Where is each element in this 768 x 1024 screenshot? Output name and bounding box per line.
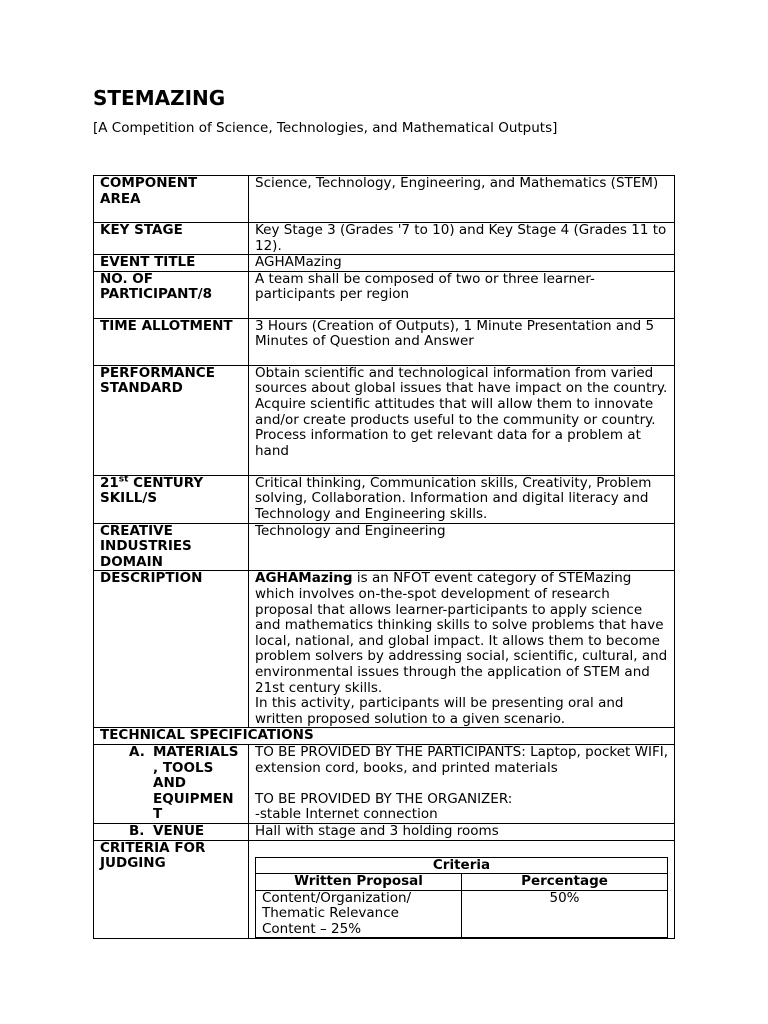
performance-standard-value — [249, 365, 675, 475]
performance-standard-line1: Obtain scientific and technological information from varied sources about global issues that have impact on the country. — [255, 364, 668, 397]
description-bold-lead: AGHAMazing — [255, 570, 353, 587]
description-paragraph-2: In this activity, participants will be presenting oral and written proposed solution to a given scenario. — [255, 695, 624, 727]
century-skills-label-sup: st — [118, 474, 129, 485]
criteria-title: Criteria — [256, 857, 668, 874]
creative-industries-label: CREATIVE INDUSTRIES DOMAIN — [94, 523, 249, 571]
component-area-label: COMPONENT AREA — [94, 176, 249, 223]
performance-standard-label: PERFORMANCE STANDARD — [94, 365, 249, 475]
description-text-1: is an NFOT event category of STEMazing which involves on-the-spot development of research proposal that allows learner-participants to apply science and mathematics thinking skills to solve problems that have local, national, and global impact. It allows them to become problem solvers by addressing social, scientific, cultural, and environmental issues through the application of STEM and 21st century skills. — [255, 570, 668, 696]
time-allotment-value: 3 Hours (Creation of Outputs), 1 Minute Presentation and 5 Minutes of Question and Answer — [249, 318, 675, 365]
description-label: DESCRIPTION — [94, 571, 249, 728]
criteria-label: CRITERIA FOR JUDGING — [94, 840, 249, 939]
criteria-col-written-proposal: Written Proposal — [256, 874, 462, 891]
criteria-header-row — [256, 874, 668, 891]
row-criteria — [94, 840, 675, 939]
row-performance-standard — [94, 365, 675, 475]
materials-spacer — [255, 776, 668, 792]
row-component-area — [94, 176, 675, 223]
row-materials — [94, 744, 675, 823]
technical-specifications-heading: TECHNICAL SPECIFICATIONS — [94, 728, 675, 745]
participants-value: A team shall be composed of two or three learner-participants per region — [249, 271, 675, 318]
document-subtitle: [A Competition of Science, Technologies, and Mathematical Outputs] — [93, 120, 558, 136]
document-title: STEMAZING — [93, 86, 226, 110]
criteria-row-content — [256, 890, 668, 938]
description-value — [249, 571, 675, 728]
venue-label-text: VENUE — [153, 822, 205, 839]
component-area-value: Science, Technology, Engineering, and Mathematics (STEM) — [249, 176, 675, 223]
performance-standard-line2: Acquire scientific attitudes that will allow them to innovate and/or create products useful to the community or country. Process information to get relevant data for a problem at hand — [255, 395, 656, 459]
venue-label — [100, 824, 242, 840]
century-skills-value: Critical thinking, Communication skills, Creativity, Problem solving, Collaboration. Information and digital literacy and Technology and Engineering skills. — [249, 475, 675, 523]
venue-value: Hall with stage and 3 holding rooms — [249, 823, 675, 840]
materials-letter: A. — [129, 743, 145, 760]
venue-label-cell — [94, 823, 249, 840]
row-venue — [94, 823, 675, 840]
row-description — [94, 571, 675, 728]
materials-participants: TO BE PROVIDED BY THE PARTICIPANTS: Laptop, pocket WIFI, extension cord, books, and printed materials — [255, 743, 668, 776]
criteria-row-content-line3: Content – 25% — [262, 920, 362, 937]
criteria-table — [255, 857, 668, 939]
key-stage-label: KEY STAGE — [94, 223, 249, 255]
row-creative-industries — [94, 523, 675, 571]
materials-label-text: MATERIALS , TOOLS AND EQUIPMEN T — [153, 743, 239, 823]
criteria-row-content-line1: Content/Organization/ — [262, 889, 412, 906]
materials-organizer-item: -stable Internet connection — [255, 806, 438, 823]
century-skills-label-rest: CENTURY SKILL/S — [100, 474, 204, 507]
row-event-title — [94, 255, 675, 272]
row-time-allotment — [94, 318, 675, 365]
materials-label-cell — [94, 744, 249, 823]
criteria-col-percentage: Percentage — [462, 874, 668, 891]
criteria-row-content-label — [256, 890, 462, 938]
criteria-value — [249, 840, 675, 939]
event-specification-table — [93, 175, 675, 939]
participants-label: NO. OF PARTICIPANT/8 — [94, 271, 249, 318]
materials-label — [100, 745, 242, 823]
row-technical-specifications — [94, 728, 675, 745]
century-skills-label — [94, 475, 249, 523]
criteria-row-content-line2: Thematic Relevance — [262, 905, 399, 922]
row-key-stage — [94, 223, 675, 255]
materials-organizer: TO BE PROVIDED BY THE ORGANIZER: — [255, 790, 513, 807]
event-title-value: AGHAMazing — [249, 255, 675, 272]
event-title-label: EVENT TITLE — [94, 255, 249, 272]
materials-value — [249, 744, 675, 823]
row-century-skills — [94, 475, 675, 523]
criteria-row-content-percentage: 50% — [462, 890, 668, 938]
description-paragraph-1 — [255, 571, 668, 696]
criteria-title-row — [256, 857, 668, 874]
row-participants — [94, 271, 675, 318]
key-stage-value: Key Stage 3 (Grades '7 to 10) and Key Stage 4 (Grades 11 to 12). — [249, 223, 675, 255]
creative-industries-value: Technology and Engineering — [249, 523, 675, 571]
venue-letter: B. — [129, 822, 145, 839]
century-skills-label-num: 21 — [100, 474, 119, 491]
time-allotment-label: TIME ALLOTMENT — [94, 318, 249, 365]
